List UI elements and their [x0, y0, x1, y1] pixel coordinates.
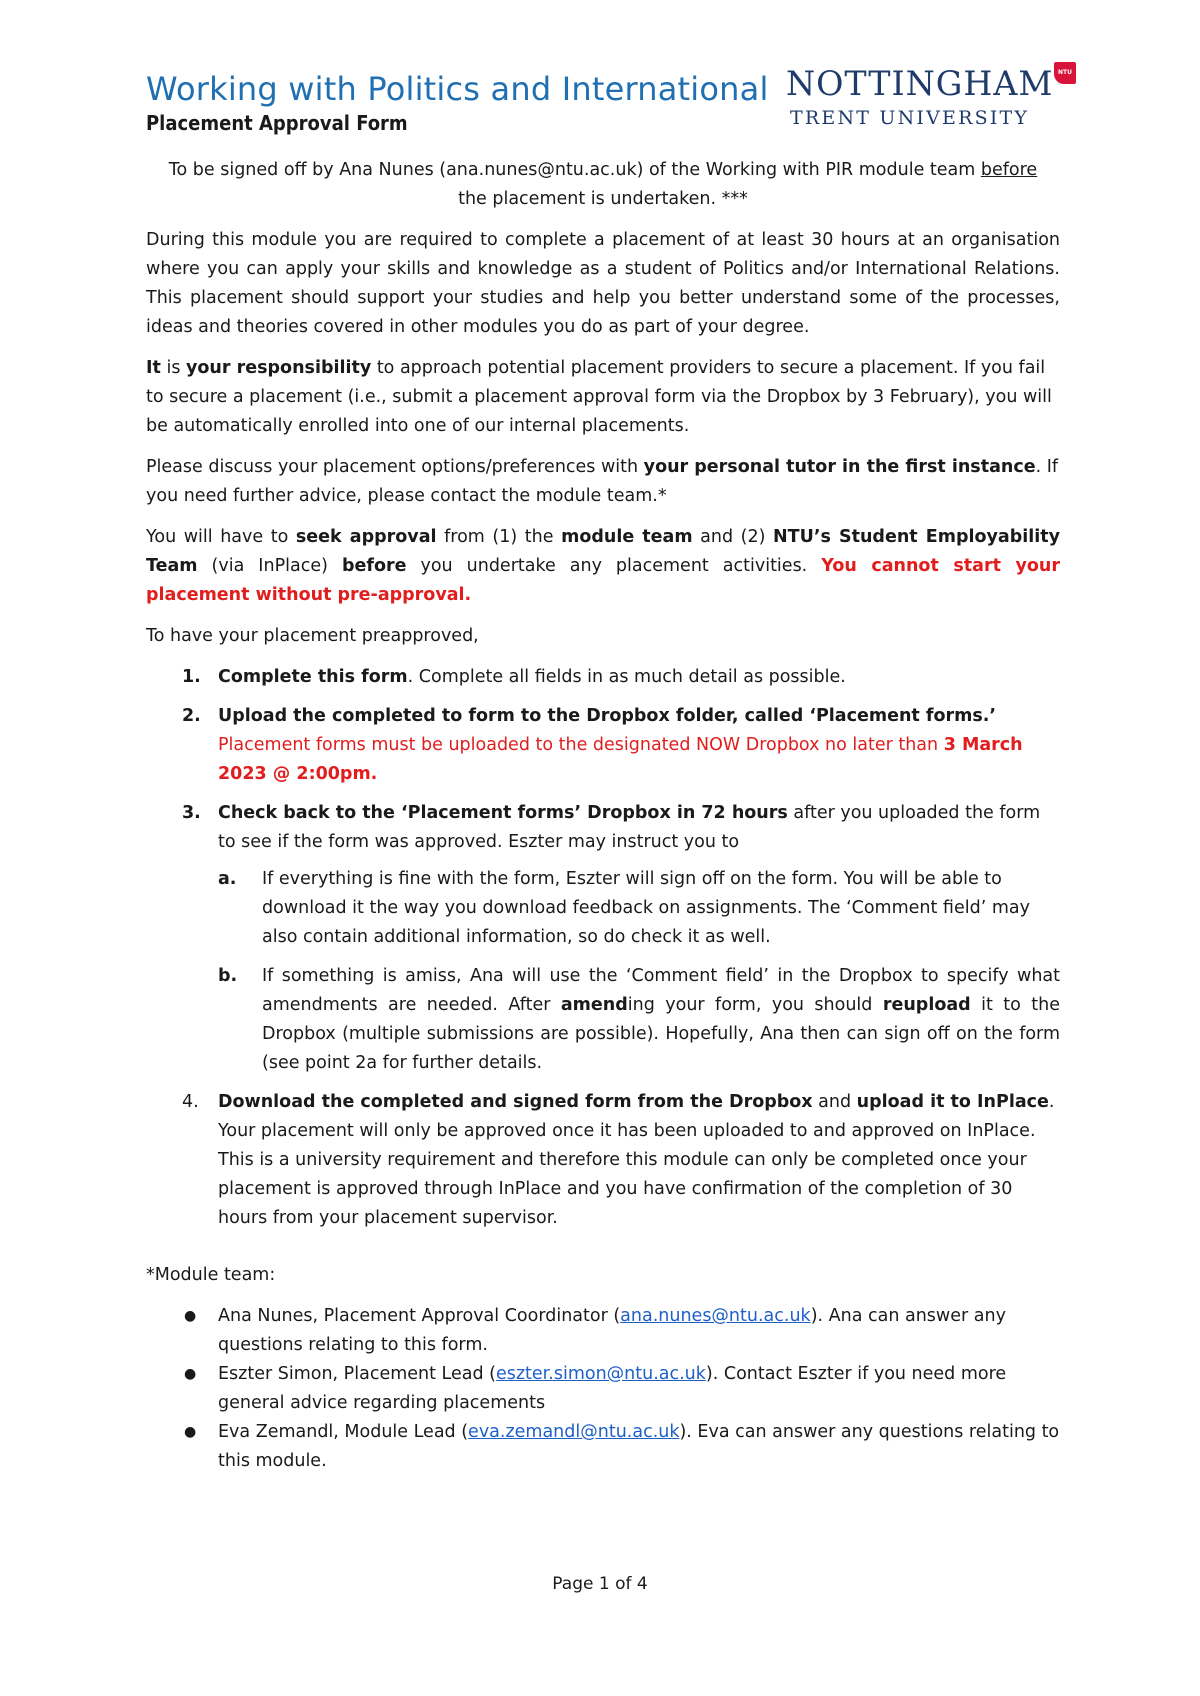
step-4-text: . Your placement will only be approved once it has been uploaded to and approved on InPlace. This is a university requirement and therefore this module can only be completed once your placement is approved through InPlace and you have confirmation of the completion of 30 hours from your placement supervisor. [218, 1092, 1055, 1228]
approval-t5: you undertake any placement activities. [406, 556, 822, 576]
step-1 [146, 663, 1060, 692]
bullet-icon: ● [184, 1424, 197, 1440]
document-title: Working with Politics and International [146, 70, 769, 108]
document-body [146, 156, 1060, 1476]
member-text: Eszter Simon, Placement Lead ( [218, 1364, 496, 1384]
tutor-bold: your personal tutor in the first instance [643, 457, 1036, 477]
intro-text: To be signed off by Ana Nunes (ana.nunes@ntu.ac.uk) of the Working with PIR module team [168, 160, 981, 180]
approval-paragraph [146, 523, 1060, 610]
step-3b-t1: If something is amiss, Ana will use the ‘Comment field’ in the Dropbox to specify what amendments are needed. After [262, 966, 1060, 1015]
step-4-bold2: upload it to InPlace [856, 1092, 1049, 1112]
email-link-eszter[interactable]: eszter.simon@ntu.ac.uk [495, 1364, 706, 1384]
bullet-icon: ● [184, 1308, 197, 1324]
step-2 [146, 702, 1060, 789]
step-2-deadline-date: 3 March 2023 @ 2:00pm. [218, 735, 1023, 784]
email-link-eva[interactable]: eva.zemandl@ntu.ac.uk [468, 1422, 680, 1442]
logo-subtitle: TRENT UNIVERSITY [790, 107, 1030, 129]
step-number: 3. [182, 803, 201, 823]
tutor-rest: . If you need further advice, please contact the module team.* [146, 457, 1059, 506]
logo-wordmark: NOTTINGHAM [786, 64, 1054, 104]
substep-letter: b. [218, 966, 238, 986]
step-2-bold: Upload the completed to form to the Dropbox folder, called ‘Placement forms.’ [218, 706, 997, 726]
team-heading: *Module team: [146, 1265, 276, 1285]
step-4-bold1: Download the completed and signed form from the Dropbox [218, 1092, 813, 1112]
steps-list [146, 663, 1060, 1233]
step-1-text: . Complete all fields in as much detail as possible. [407, 667, 846, 687]
approval-t3: and (2) [692, 527, 774, 547]
approval-b4: before [341, 556, 407, 576]
step-3b-b1: amend [560, 995, 628, 1015]
step-3b-t3: it to the Dropbox (multiple submissions are possible). Hopefully, Ana then can sign off on the form (see point 2a for further details. [262, 995, 1060, 1073]
tutor-text: Please discuss your placement options/preferences with [146, 457, 644, 477]
resp-is: is [160, 358, 186, 378]
university-logo [786, 62, 1076, 140]
approval-t2: from (1) the [436, 527, 562, 547]
approval-t1: You will have to [146, 527, 296, 547]
step-3-text: after you uploaded the form to see if the form was approved. Eszter may instruct you to [218, 803, 1041, 852]
member-text: ). Eva can answer any questions relating to this module. [218, 1422, 1060, 1471]
logo-badge-icon: NTU [1054, 62, 1076, 84]
step-number: 4. [182, 1092, 199, 1112]
step-3a [218, 865, 1060, 952]
intro-paragraph [146, 156, 1060, 214]
step-3b [218, 962, 1060, 1078]
approval-b3: NTU’s Student Employability Team [146, 527, 1060, 576]
form-subtitle: Placement Approval Form [146, 111, 408, 135]
team-member-ana [146, 1302, 1060, 1360]
approval-warning: You cannot start your placement without pre-approval. [146, 556, 1060, 605]
member-text: ). Contact Eszter if you need more general advice regarding placements [218, 1364, 1007, 1413]
member-text: Ana Nunes, Placement Approval Coordinator ( [218, 1306, 621, 1326]
bullet-icon: ● [184, 1366, 197, 1382]
step-3-sublist [218, 865, 1060, 1078]
intro-text-2: the placement is undertaken. *** [458, 189, 748, 209]
step-3-bold: Check back to the ‘Placement forms’ Dropbox in 72 hours [218, 803, 788, 823]
email-link-ana[interactable]: ana.nunes@ntu.ac.uk [620, 1306, 811, 1326]
resp-it: It [146, 358, 161, 378]
step-2-deadline-text: Placement forms must be uploaded to the designated NOW Dropbox no later than [218, 735, 944, 755]
substep-letter: a. [218, 869, 237, 889]
intro-before: before [980, 160, 1038, 180]
approval-b2: module team [561, 527, 693, 547]
member-text: ). Ana can answer any questions relating to this form. [218, 1306, 1006, 1355]
resp-rest: to approach potential placement providers to secure a placement. If you fail to secure a placement (i.e., submit a placement approval form via the Dropbox by 3 February), you will be automatically enrolled into one of our internal placements. [146, 358, 1052, 436]
team-member-eszter [146, 1360, 1060, 1418]
preapproval-intro: To have your placement preapproved, [146, 626, 479, 646]
module-description: During this module you are required to complete a placement of at least 30 hours at an organisation where you can apply your skills and knowledge as a student of Politics and/or International Relations. This placement should support your studies and help you better understand some of the processes, ideas and theories covered in other modules you do as part of your degree. [146, 230, 1060, 337]
step-3 [146, 799, 1060, 1078]
approval-b1: seek approval [295, 527, 437, 547]
step-1-bold: Complete this form [218, 667, 408, 687]
team-member-eva [146, 1418, 1060, 1476]
responsibility-paragraph [146, 354, 1060, 441]
tutor-paragraph [146, 453, 1060, 511]
page-number: Page 1 of 4 [552, 1574, 648, 1594]
step-number: 1. [182, 667, 201, 687]
step-4-mid: and [812, 1092, 857, 1112]
approval-t4: (via InPlace) [197, 556, 342, 576]
step-3b-t2: ing your form, you should [627, 995, 883, 1015]
step-3b-b2: reupload [882, 995, 971, 1015]
team-list [146, 1302, 1060, 1476]
step-3a-text: If everything is fine with the form, Eszter will sign off on the form. You will be able to download it the way you download feedback on assignments. The ‘Comment field’ may also contain additional information, so do check it as well. [262, 869, 1030, 947]
step-number: 2. [182, 706, 201, 726]
step-4 [146, 1088, 1060, 1233]
member-text: Eva Zemandl, Module Lead ( [218, 1422, 469, 1442]
resp-bold: your responsibility [186, 358, 372, 378]
